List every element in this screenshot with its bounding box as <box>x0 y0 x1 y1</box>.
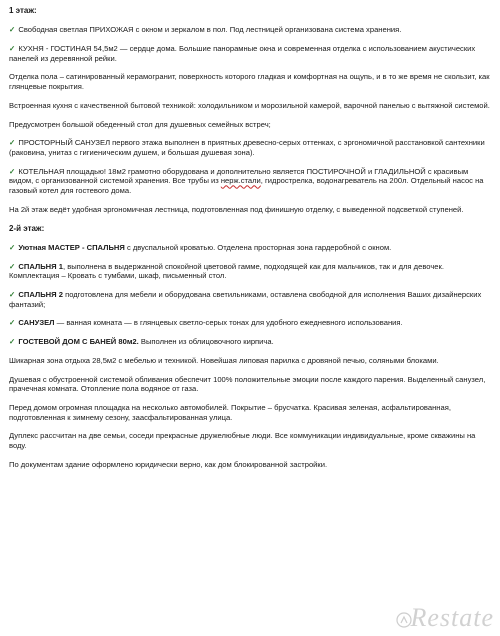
bedroom2-title: СПАЛЬНЯ 2 <box>18 289 63 299</box>
bedroom1-title: СПАЛЬНЯ 1 <box>18 261 63 271</box>
kitchen-text: КУХНЯ - ГОСТИНАЯ 54,5м2 — сердце дома. Большие панорамные окна и современная отделка с использованием акустических панелей из деревянной рейки. <box>9 43 476 63</box>
guest-house-title: ГОСТЕВОЙ ДОМ С БАНЕЙ 80м2. <box>18 337 139 347</box>
relax-paragraph: Шикарная зона отдыха 28,5м2 с мебелью и техникой. Новейшая липовая парилка с дровяной печью, соляными блоками. <box>9 355 439 365</box>
dining-paragraph: Предусмотрен большой обеденный стол для душевных семейных встреч; <box>9 119 271 129</box>
guest-house-paragraph <box>9 337 493 347</box>
bath2-title: САНУЗЕЛ <box>18 318 55 328</box>
bedroom2-paragraph <box>9 290 493 309</box>
master-text: с двуспальной кроватью. Отделена просторная зона гардеробной с окном. <box>124 242 392 252</box>
check-icon: ✓ <box>9 25 16 35</box>
guest-house-text: Выполнен из облицовочного кирпича. <box>138 337 274 347</box>
yard-paragraph: Перед домом огромная площадка на несколько автомобилей. Покрытие – брусчатка. Красивая зеленая, асфальтированная, подготовленная к зимнему сезону, заасфальтированная улица. <box>9 403 451 422</box>
documents-paragraph: По документам здание оформлено юридически верно, как дом блокированной застройки. <box>9 459 328 469</box>
duplex-paragraph: Дуплекс рассчитан на две семьи, соседи прекрасные дружелюбные люди. Все коммуникации индивидуальные, кроме скважины на воду. <box>9 431 476 451</box>
floor1-heading: 1 этаж: <box>9 6 37 15</box>
bedroom1-text: , выполнена в выдержанной спокойной цветовой гамме, подходящей как для мальчиков, так и для девочек. Комплектация – Кровать с тумбами, шкаф, письменный стол. <box>9 261 444 281</box>
check-icon: ✓ <box>9 318 16 328</box>
shower-paragraph: Душевая с обустроенной системой обливания обеспечит 100% положительные эмоции после каждого парения. Выделенный санузел, прачечная комната. Отопление пола водяное от газа. <box>9 374 486 394</box>
master-title: Уютная МАСТЕР - СПАЛЬНЯ <box>18 242 125 252</box>
appliances-paragraph: Встроенная кухня с качественной бытовой техникой: холодильником и морозильной камерой, варочной панелью с вытяжной системой. <box>9 100 490 110</box>
floor-finish-paragraph: Отделка пола – сатинированный керамогранит, поверхность которого гладкая и комфортная на ощупь, и в то же время не скользит, как глянцевые покрытия. <box>9 72 490 92</box>
document <box>9 6 493 479</box>
bedroom1-paragraph <box>9 262 493 281</box>
hall-text: Свободная светлая ПРИХОЖАЯ с окном и зеркалом в пол. Под лестницей организована система хранения. <box>18 25 402 35</box>
bathroom-paragraph <box>9 138 493 157</box>
hall-paragraph <box>9 25 493 35</box>
floor2-heading: 2-й этаж: <box>9 223 45 233</box>
bedroom2-text: подготовлена для мебели и оборудована светильниками, оставлена свободной для исполнения Ваших дизайнерских фантазий; <box>9 289 482 309</box>
check-icon: ✓ <box>9 138 16 148</box>
bath2-text: — ванная комната — в глянцевых светло-серых тонах для удобного ежедневного использования. <box>54 318 403 328</box>
check-icon: ✓ <box>9 337 16 347</box>
check-icon: ✓ <box>9 289 16 299</box>
boiler-text-b: , гидрострелка, водонагреватель на 200л. Отдельный насос на газовый котел для гостевого дома. <box>9 176 484 196</box>
check-icon: ✓ <box>9 242 16 252</box>
bath2-paragraph <box>9 318 493 328</box>
check-icon: ✓ <box>9 261 16 271</box>
check-icon: ✓ <box>9 166 16 176</box>
check-icon: ✓ <box>9 43 16 53</box>
watermark: Restate <box>410 602 494 632</box>
boiler-underlined-term: нерж.стали <box>220 176 261 186</box>
master-paragraph <box>9 243 493 253</box>
bathroom-text: ПРОСТОРНЫЙ САНУЗЕЛ первого этажа выполнен в приятных древесно-серых оттенках, с эргономичной расстановкой сантехники (раковина, унитаз с гигиеническим душем, и большая душевая зона). <box>9 138 485 157</box>
boiler-text-a: КОТЕЛЬНАЯ площадью! 18м2 грамотно оборудована и дополнительно является ПОСТИРОЧНОЙ и ГЛАДИЛЬНОЙ с красивым видом, с организованной системой хранения. Все трубы из <box>9 166 469 186</box>
kitchen-paragraph <box>9 44 493 63</box>
stairs-paragraph: На 2й этаж ведёт удобная эргономичная лестница, подготовленная под финишную отделку, с выведенной подсветкой ступеней. <box>9 204 464 214</box>
boiler-paragraph <box>9 167 493 196</box>
